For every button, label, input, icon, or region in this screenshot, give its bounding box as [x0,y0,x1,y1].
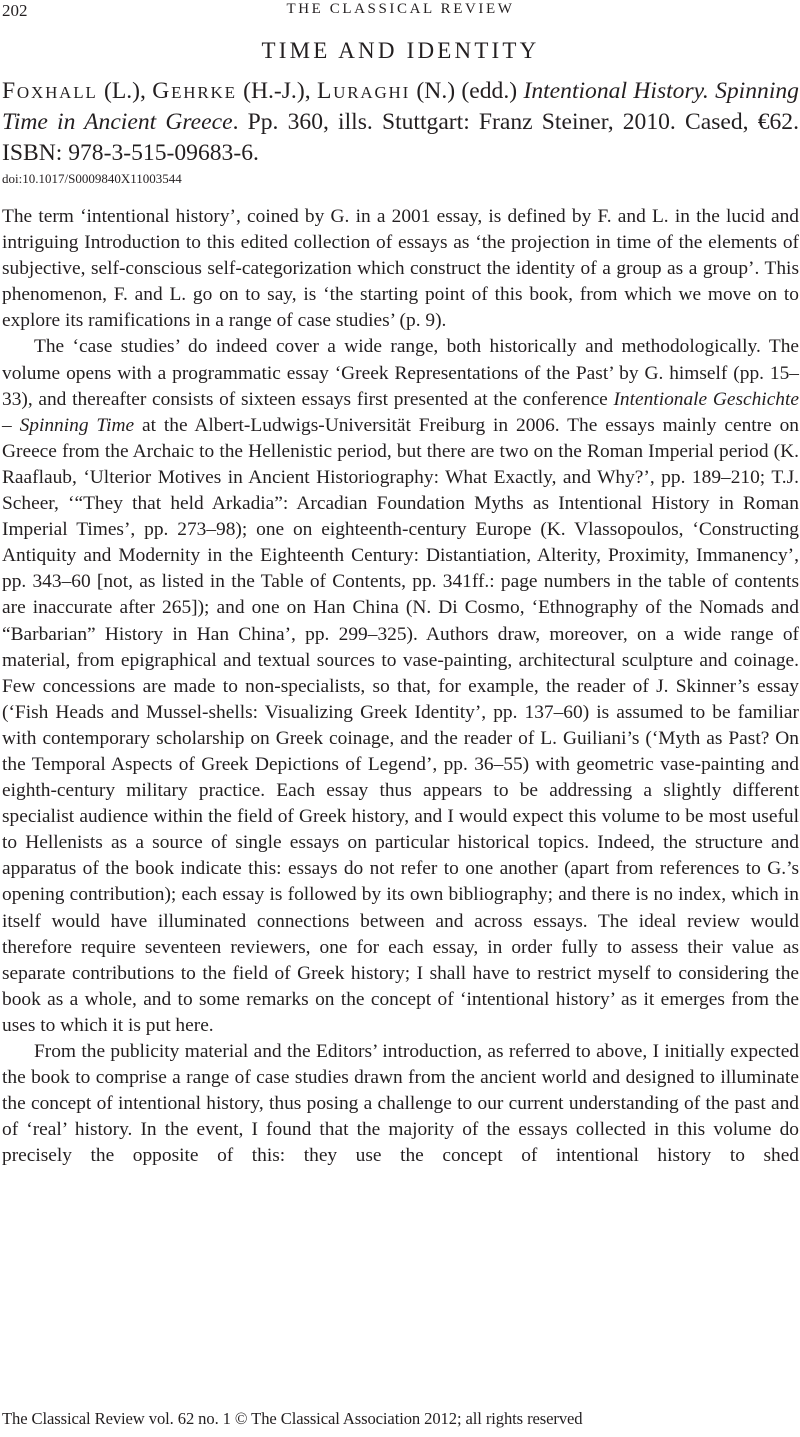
editor-surname: Foxhall [2,78,98,104]
editor-initial: (N.) (edd.) [410,78,524,104]
copyright-footer: The Classical Review vol. 62 no. 1 © The Classical Association 2012; all rights reserved [2,1409,583,1428]
paragraph: From the publicity material and the Editors’ introduction, as referred to above, I initially expected the book to comprise a range of case studies drawn from the ancient world and designed to illuminate the concept of intentional history, thus posing a challenge to our current understanding of the past and of ‘real’ history. In the event, I found that the majority of the essays collected in this volume do precisely the opposite of this: they use the concept of intentional history to shed [2,1041,799,1167]
editor-surname: Gehrke [152,78,237,104]
paragraph: The term ‘intentional history’, coined by G. in a 2001 essay, is defined by F. and L. in the lucid and intriguing Introduction to this edited collection of essays as ‘the projection in time of the elements of subjective, self-conscious self-categorization which construct the identity of a group as a group’. This phenomenon, F. and L. go on to say, is ‘the starting point of this book, from which we move on to explore its ramifications in a range of case studies’ (p. 9). [2,206,799,332]
doi-link[interactable]: doi:10.1017/S0009840X11003544 [2,171,182,186]
paragraph-text: at the Albert-Ludwigs-Universität Freiburg in 2006. The essays mainly centre on Greece from the Archaic to the Hellenistic period, but there are two on the Roman Imperial period (K. Raaflaub, ‘Ulterior Motives in Ancient Historiography: What Exactly, and Why?’, pp. 189–210; T.J. Scheer, ‘“They that held Arkadia”: Arcadian Foundation Myths as Intentional History in Roman Imperial Times’, pp. 273–98); one on eighteenth-century Europe (K. Vlassopoulos, ‘Constructing Antiquity and Modernity in the Eighteenth Century: Distantiation, Alterity, Proximity, Immanency’, pp. 343–60 [not, as listed in the Table of Contents, pp. 341ff.: page numbers in the table of contents are inaccurate after 265]); and one on Han China (N. Di Cosmo, ‘Ethnography of the Nomads and “Barbarian” History in Han China’, pp. 299–325). Authors draw, moreover, on a wide range of material, from epigraphical and textual sources to vase-painting, architectural sculpture and coinage. Few concessions are made to non-specialists, so that, for example, the reader of J. Skinner’s essay (‘Fish Heads and Mussel-shells: Visualizing Greek Identity’, pp. 137–60) is assumed to be familiar with contemporary scholarship on Greek coinage, and the reader of L. Guiliani’s (‘Myth as Past? On the Temporal Aspects of Greek Depictions of Legend’, pp. 36–55) with geometric vase-painting and eighth-century military practice. Each essay thus appears to be addressing a slightly different specialist audience within the field of Greek history, and I would expect this volume to be most useful to Hellenists as a source of single essays on particular historical topics. Indeed, the structure and apparatus of the book indicate this: essays do not refer to one another (apart from references to G.’s opening contribution); each essay is followed by its own bibliography; and there is no index, which in itself would have illuminated connections between and across essays. The ideal review would therefore require seventeen reviewers, one for each essay, in order fully to assess their value as separate contributions to the field of Greek history; I shall have to restrict myself to considering the book as a whole, and to some remarks on the concept of ‘intentional history’ as it emerges from the uses to which it is put here. [2,414,799,1036]
editor-surname: Luraghi [316,78,411,104]
page-number: 202 [2,1,28,20]
review-body [2,204,799,1169]
book-title: Intentional History. Spinning Time in Ancient Greece [2,78,799,135]
editor-initial: (L.), [97,78,153,104]
conference-title: Intentionale Geschichte – Spinning Time [2,388,799,436]
journal-page [2,0,799,1169]
editor-initial: (H.-J.), [236,78,317,104]
book-details: . Pp. 360, ills. Stuttgart: Franz Steiner, 2010. Cased, €62. ISBN: 978-3-515-09683-6. [2,109,799,166]
running-head [2,0,799,26]
book-citation [2,76,799,169]
review-title: TIME AND IDENTITY [261,38,540,63]
journal-name: THE CLASSICAL REVIEW [286,1,515,17]
paragraph-text: The ‘case studies’ do indeed cover a wide range, both historically and methodologically. The volume opens with a programmatic essay ‘Greek Representations of the Past’ by G. himself (pp. 15–33), and thereafter consists of sixteen essays first presented at the conference [2,336,799,410]
paragraph [2,334,799,1039]
